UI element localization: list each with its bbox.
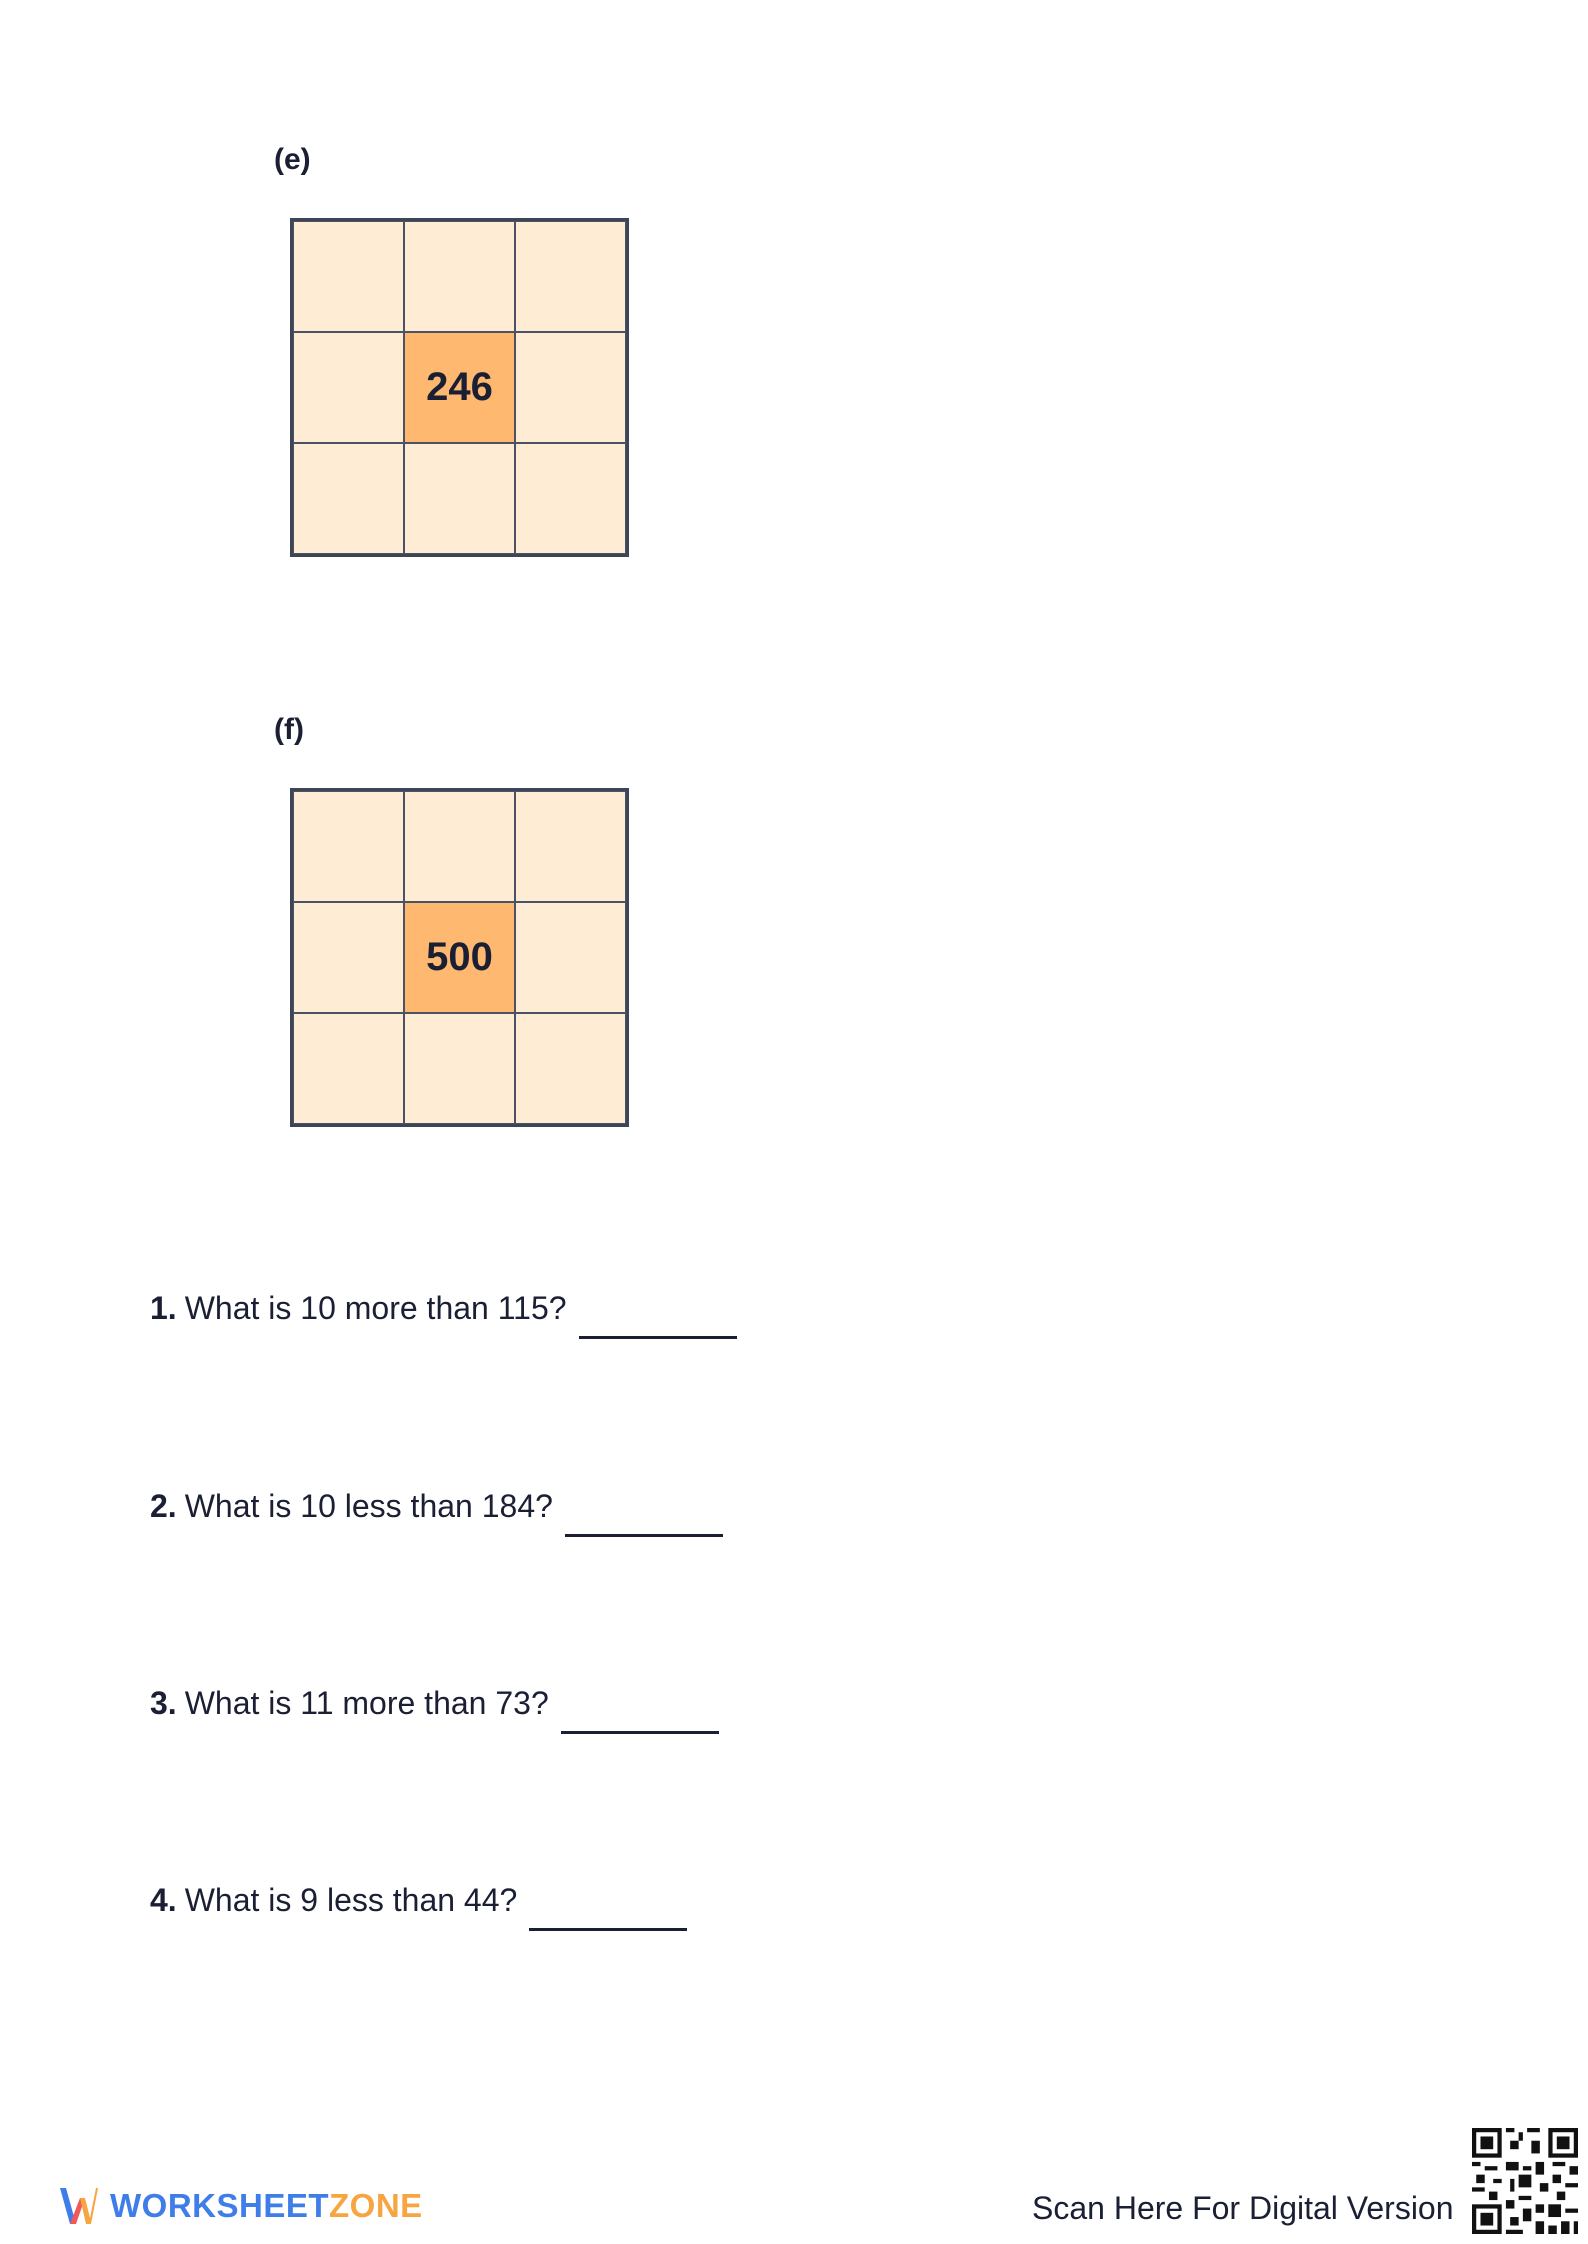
grid-cell[interactable] — [293, 332, 404, 443]
grid-cell[interactable] — [515, 221, 626, 332]
worksheetzone-logo-icon — [58, 2184, 98, 2228]
grid-cell[interactable] — [404, 791, 515, 902]
grid-cell[interactable] — [515, 1013, 626, 1124]
question-4 — [150, 1882, 687, 1919]
grid-cell[interactable] — [293, 443, 404, 554]
question-number: 1. — [150, 1290, 177, 1326]
question-number: 4. — [150, 1882, 177, 1918]
question-3 — [150, 1685, 719, 1722]
grid-cell[interactable] — [293, 902, 404, 1013]
number-grid-f — [290, 788, 629, 1127]
brand-logo — [58, 2184, 423, 2228]
grid-cell[interactable] — [515, 443, 626, 554]
qr-code-icon[interactable] — [1472, 2128, 1578, 2234]
answer-blank[interactable] — [565, 1534, 723, 1537]
question-1 — [150, 1290, 737, 1327]
question-2 — [150, 1488, 723, 1525]
grid-center-cell: 246 — [404, 332, 515, 443]
grid-cell[interactable] — [404, 221, 515, 332]
section-label-f: (f) — [274, 713, 304, 746]
question-text: What is 10 less than 184? — [184, 1488, 553, 1524]
grid-cell[interactable] — [293, 221, 404, 332]
answer-blank[interactable] — [579, 1336, 737, 1339]
grid-cell[interactable] — [293, 1013, 404, 1124]
answer-blank[interactable] — [529, 1928, 687, 1931]
grid-cell[interactable] — [404, 1013, 515, 1124]
grid-cell[interactable] — [515, 902, 626, 1013]
section-label-e: (e) — [274, 143, 311, 176]
question-number: 2. — [150, 1488, 177, 1524]
question-text: What is 11 more than 73? — [184, 1685, 549, 1721]
question-number: 3. — [150, 1685, 177, 1721]
grid-cell[interactable] — [293, 791, 404, 902]
number-grid-e — [290, 218, 629, 557]
grid-cell[interactable] — [515, 791, 626, 902]
grid-center-cell: 500 — [404, 902, 515, 1013]
brand-name-part1: WORKSHEET — [110, 2187, 329, 2224]
question-text: What is 9 less than 44? — [184, 1882, 518, 1918]
grid-cell[interactable] — [404, 443, 515, 554]
scan-caption: Scan Here For Digital Version — [1032, 2190, 1454, 2226]
brand-name — [110, 2187, 423, 2225]
answer-blank[interactable] — [561, 1731, 719, 1734]
grid-cell[interactable] — [515, 332, 626, 443]
question-text: What is 10 more than 115? — [184, 1290, 567, 1326]
brand-name-part2: ZONE — [329, 2187, 423, 2224]
